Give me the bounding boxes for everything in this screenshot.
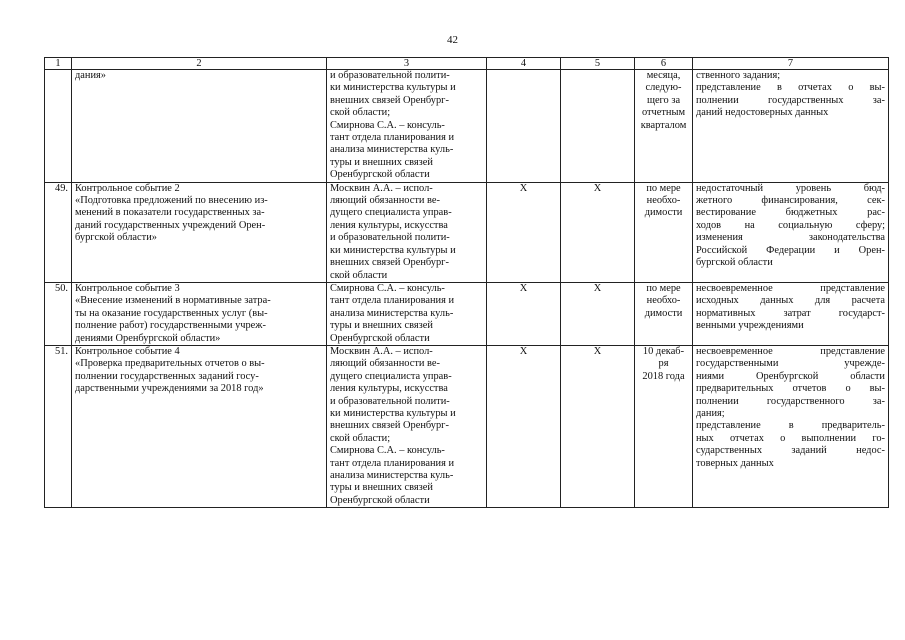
text-line: даний государственных учреждений Орен- <box>75 219 266 231</box>
table-row <box>45 282 889 345</box>
text-line: ской области <box>330 269 388 281</box>
text-line: ки министерства культуры и <box>330 407 456 419</box>
text-line: несвоевременное представление <box>696 282 885 294</box>
text-line: Контрольное событие 4 <box>75 345 180 357</box>
text-line: внешних связей Оренбург- <box>330 94 449 106</box>
text-line: месяца, <box>646 70 681 81</box>
text-line: вестирование бюджетных рас- <box>696 207 885 219</box>
text-line: и образовательной полити- <box>330 395 450 407</box>
text-line: ской области; <box>330 107 391 119</box>
responsible-cell <box>327 182 487 282</box>
deadline-cell <box>635 345 693 507</box>
text-line: дания» <box>75 70 106 81</box>
event-cell <box>72 282 327 345</box>
text-line: ской области; <box>330 432 391 444</box>
text-line: ря <box>658 358 669 370</box>
text-line: дениями Оренбургской области» <box>75 332 221 344</box>
text-line: тант отдела планирования и <box>330 295 455 307</box>
text-line: государственными учрежде- <box>696 358 885 370</box>
table-row <box>45 182 889 282</box>
table-row <box>45 345 889 507</box>
header-cell: 1 <box>45 58 72 70</box>
text-line: Оренбургской области <box>330 332 430 344</box>
mark-cell: X <box>561 345 635 507</box>
text-line: по мере <box>646 282 681 294</box>
text-line: ных отчетах о выполнении го- <box>696 432 885 444</box>
text-line: «Проверка предварительных отчетов о вы- <box>75 358 265 370</box>
text-line: димости <box>644 307 683 319</box>
header-cell: 2 <box>72 58 327 70</box>
responsible-cell <box>327 345 487 507</box>
text-line: необхо- <box>646 195 681 207</box>
text-line: Контрольное событие 2 <box>75 182 180 194</box>
text-line: предварительных отчетов о вы- <box>696 383 885 395</box>
text-line: Оренбургской области <box>330 169 430 181</box>
text-line: туры и внешних связей <box>330 320 433 332</box>
text-line: «Подготовка предложений по внесению из- <box>75 195 268 207</box>
mark-cell <box>561 70 635 183</box>
text-line: тант отдела планирования и <box>330 457 455 469</box>
text-line: дарственными учреждениями за 2018 год» <box>75 383 264 395</box>
text-line: туры и внешних связей <box>330 156 433 168</box>
row-number-cell: 49. <box>45 182 72 282</box>
text-line: исходных данных для расчета <box>696 295 885 307</box>
text-line: бургской области» <box>75 232 157 244</box>
text-line: дания; <box>696 407 725 419</box>
text-line: анализа министерства куль- <box>330 307 454 319</box>
text-line: жетного финансирования, сек- <box>696 195 885 207</box>
text-line: дущего специалиста управ- <box>330 370 452 382</box>
text-line: тант отдела планирования и <box>330 132 455 144</box>
text-line: щего за <box>646 94 681 106</box>
text-line: 10 декаб- <box>642 345 685 357</box>
text-line: ниями Оренбургской области <box>696 370 885 382</box>
mark-cell: X <box>487 345 561 507</box>
page-number: 42 <box>447 34 458 46</box>
table-row <box>45 70 889 183</box>
event-cell <box>72 70 327 183</box>
control-events-table <box>44 57 889 508</box>
text-line: венными учреждениями <box>696 320 804 332</box>
text-line: Оренбургской области <box>330 494 430 506</box>
deadline-cell <box>635 182 693 282</box>
text-line: полнении государственного за- <box>696 395 885 407</box>
deadline-cell <box>635 70 693 183</box>
text-line: ляющий обязанности ве- <box>330 358 440 370</box>
text-line: дущего специалиста управ- <box>330 207 452 219</box>
text-line: димости <box>644 207 683 219</box>
mark-cell: X <box>487 182 561 282</box>
responsible-cell <box>327 282 487 345</box>
mark-cell: X <box>561 182 635 282</box>
text-line: кварталом <box>640 119 687 131</box>
text-line: ления культуры, искусства <box>330 383 448 395</box>
text-line: Смирнова С.А. – консуль- <box>330 282 445 294</box>
text-line: и образовательной полити- <box>330 70 450 81</box>
event-cell <box>72 345 327 507</box>
text-line: Москвин А.А. – испол- <box>330 345 433 357</box>
header-cell: 4 <box>487 58 561 70</box>
header-cell: 3 <box>327 58 487 70</box>
text-line: ходов на социальную сферу; <box>696 219 885 231</box>
text-line: анализа министерства куль- <box>330 144 454 156</box>
text-line: менений в показатели государственных за- <box>75 207 265 219</box>
text-line: ки министерства культуры и <box>330 82 456 94</box>
text-line: туры и внешних связей <box>330 482 433 494</box>
risks-cell <box>693 345 889 507</box>
text-line: товерных данных <box>696 457 774 469</box>
text-line: Смирнова С.А. – консуль- <box>330 445 445 457</box>
mark-cell: X <box>487 282 561 345</box>
risks-cell <box>693 70 889 183</box>
text-line: по мере <box>646 182 681 194</box>
text-line: Смирнова С.А. – консуль- <box>330 119 445 131</box>
text-line: необхо- <box>646 295 681 307</box>
text-line: бургской области <box>696 257 773 269</box>
text-line: изменения законодательства <box>696 232 885 244</box>
mark-cell <box>487 70 561 183</box>
text-line: следую- <box>645 82 682 94</box>
mark-cell: X <box>561 282 635 345</box>
text-line: внешних связей Оренбург- <box>330 257 449 269</box>
text-line: отчетным <box>641 107 686 119</box>
text-line: ляющий обязанности ве- <box>330 195 440 207</box>
text-line: полнении государственных за- <box>696 94 885 106</box>
event-cell <box>72 182 327 282</box>
text-line: представление в отчетах о вы- <box>696 82 885 94</box>
text-line: Контрольное событие 3 <box>75 282 180 294</box>
text-line: 2018 года <box>642 370 685 382</box>
row-number-cell: 50. <box>45 282 72 345</box>
text-line: представление в предваритель- <box>696 420 885 432</box>
text-line: недостаточный уровень бюд- <box>696 182 885 194</box>
risks-cell <box>693 182 889 282</box>
text-line: полнении государственных заданий госу- <box>75 370 259 382</box>
risks-cell <box>693 282 889 345</box>
text-line: нормативных затрат государст- <box>696 307 885 319</box>
header-row <box>45 58 889 70</box>
row-number-cell: 51. <box>45 345 72 507</box>
text-line: полнение работ) государственными учреж- <box>75 320 266 332</box>
text-line: и образовательной полити- <box>330 232 450 244</box>
header-cell: 7 <box>693 58 889 70</box>
header-cell: 6 <box>635 58 693 70</box>
text-line: сударственных заданий недос- <box>696 445 885 457</box>
text-line: «Внесение изменений в нормативные затра- <box>75 295 271 307</box>
deadline-cell <box>635 282 693 345</box>
text-line: ты на оказание государственных услуг (вы- <box>75 307 268 319</box>
text-line: Российской Федерации и Орен- <box>696 244 885 256</box>
text-line: внешних связей Оренбург- <box>330 420 449 432</box>
row-number-cell <box>45 70 72 183</box>
text-line: анализа министерства куль- <box>330 470 454 481</box>
text-line: ки министерства культуры и <box>330 244 456 256</box>
text-line: ственного задания; <box>696 70 781 81</box>
text-line: несвоевременное представление <box>696 345 885 357</box>
text-line: Москвин А.А. – испол- <box>330 182 433 194</box>
header-cell: 5 <box>561 58 635 70</box>
responsible-cell <box>327 70 487 183</box>
text-line: даний недостоверных данных <box>696 107 829 119</box>
text-line: ления культуры, искусства <box>330 219 448 231</box>
